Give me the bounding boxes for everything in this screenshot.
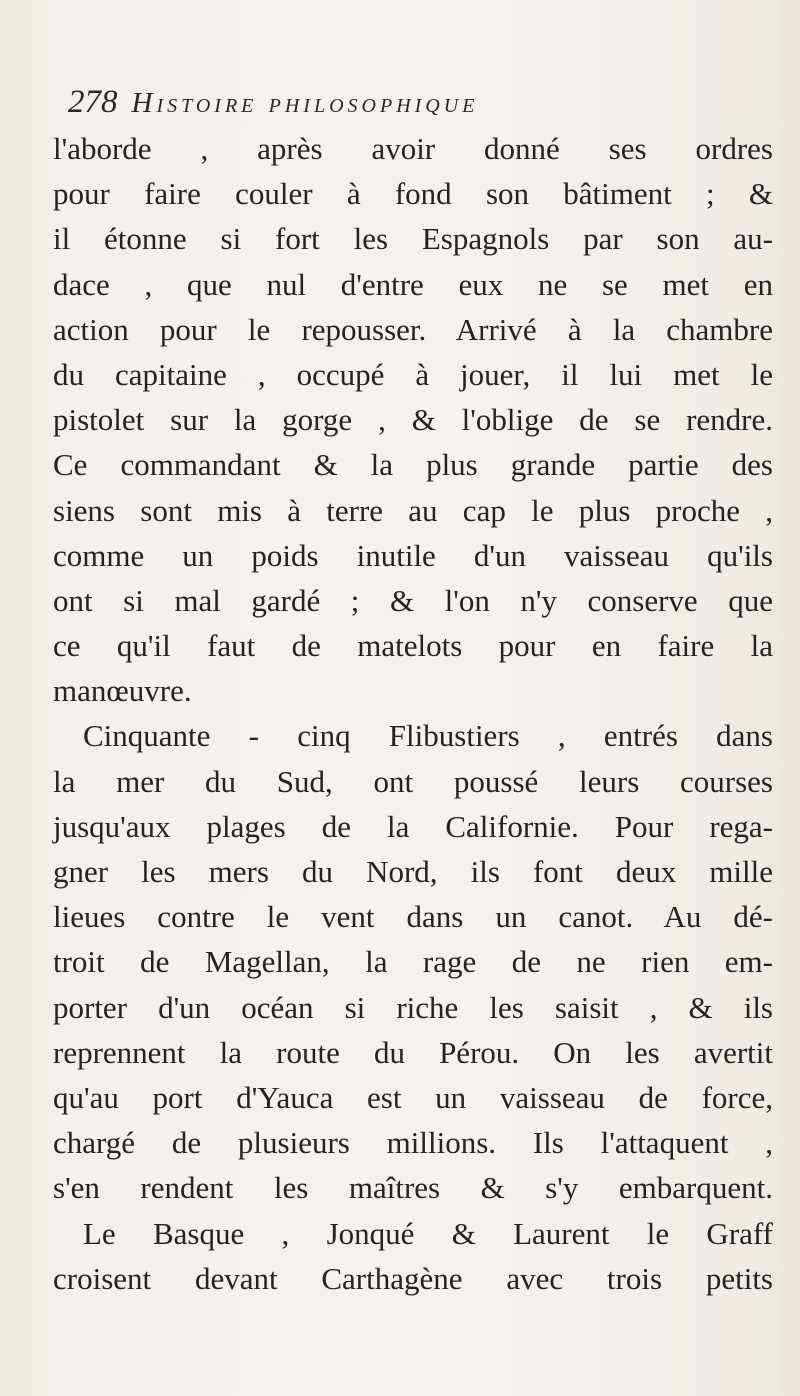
body-text — [53, 126, 773, 1301]
text-line: gner les mers du Nord, ils font deux mille — [53, 854, 773, 889]
text-line: manœuvre. — [53, 673, 192, 709]
text-line: ce qu'il faut de matelots pour en faire la — [53, 628, 773, 664]
text-line: pour faire couler à fond son bâtiment ; & — [53, 176, 773, 212]
text-line: chargé de plusieurs millions. Ils l'attaquent , — [53, 1125, 773, 1161]
text-line: pistolet sur la gorge , & l'oblige de se rendre. — [53, 402, 773, 438]
text-line: Ce commandant & la plus grande partie des — [53, 447, 773, 483]
page-number: 278 — [68, 84, 118, 120]
text-line: lieues contre le vent dans un canot. Au dé- — [53, 899, 773, 935]
page-header — [68, 84, 758, 124]
text-line: troit de Magellan, la rage de ne rien em- — [53, 944, 773, 980]
text-line: jusqu'aux plages de la Californie. Pour rega- — [53, 808, 773, 844]
text-line: qu'au port d'Yauca est un vaisseau de force, — [53, 1079, 773, 1115]
text-line: s'en rendent les maîtres & s'y embarquent. — [53, 1170, 773, 1206]
text-line: il étonne si fort les Espagnols par son au- — [53, 221, 773, 257]
text-line: du capitaine , occupé à jouer, il lui met le — [53, 356, 773, 392]
text-line: croisent devant Carthagène avec trois petits — [53, 1260, 773, 1296]
text-line: siens sont mis à terre au cap le plus proche , — [53, 492, 773, 528]
text-line: porter d'un océan si riche les saisit , & ils — [53, 989, 773, 1025]
text-line: ont si mal gardé ; & l'on n'y conserve que — [53, 582, 773, 618]
text-line: reprennent la route du Pérou. On les avertit — [53, 1034, 773, 1070]
text-line: l'aborde , après avoir donné ses ordres — [53, 131, 773, 166]
text-line: dace , que nul d'entre eux ne se met en — [53, 266, 773, 302]
text-line: Cinquante - cinq Flibustiers , entrés dans — [83, 718, 773, 754]
text-line: la mer du Sud, ont poussé leurs courses — [53, 763, 773, 799]
text-line: Le Basque , Jonqué & Laurent le Graff — [83, 1215, 773, 1251]
text-line: action pour le repousser. Arrivé à la chambre — [53, 311, 773, 347]
text-line: comme un poids inutile d'un vaisseau qu'ils — [53, 537, 773, 573]
running-title: Histoire philosophique — [131, 87, 479, 119]
